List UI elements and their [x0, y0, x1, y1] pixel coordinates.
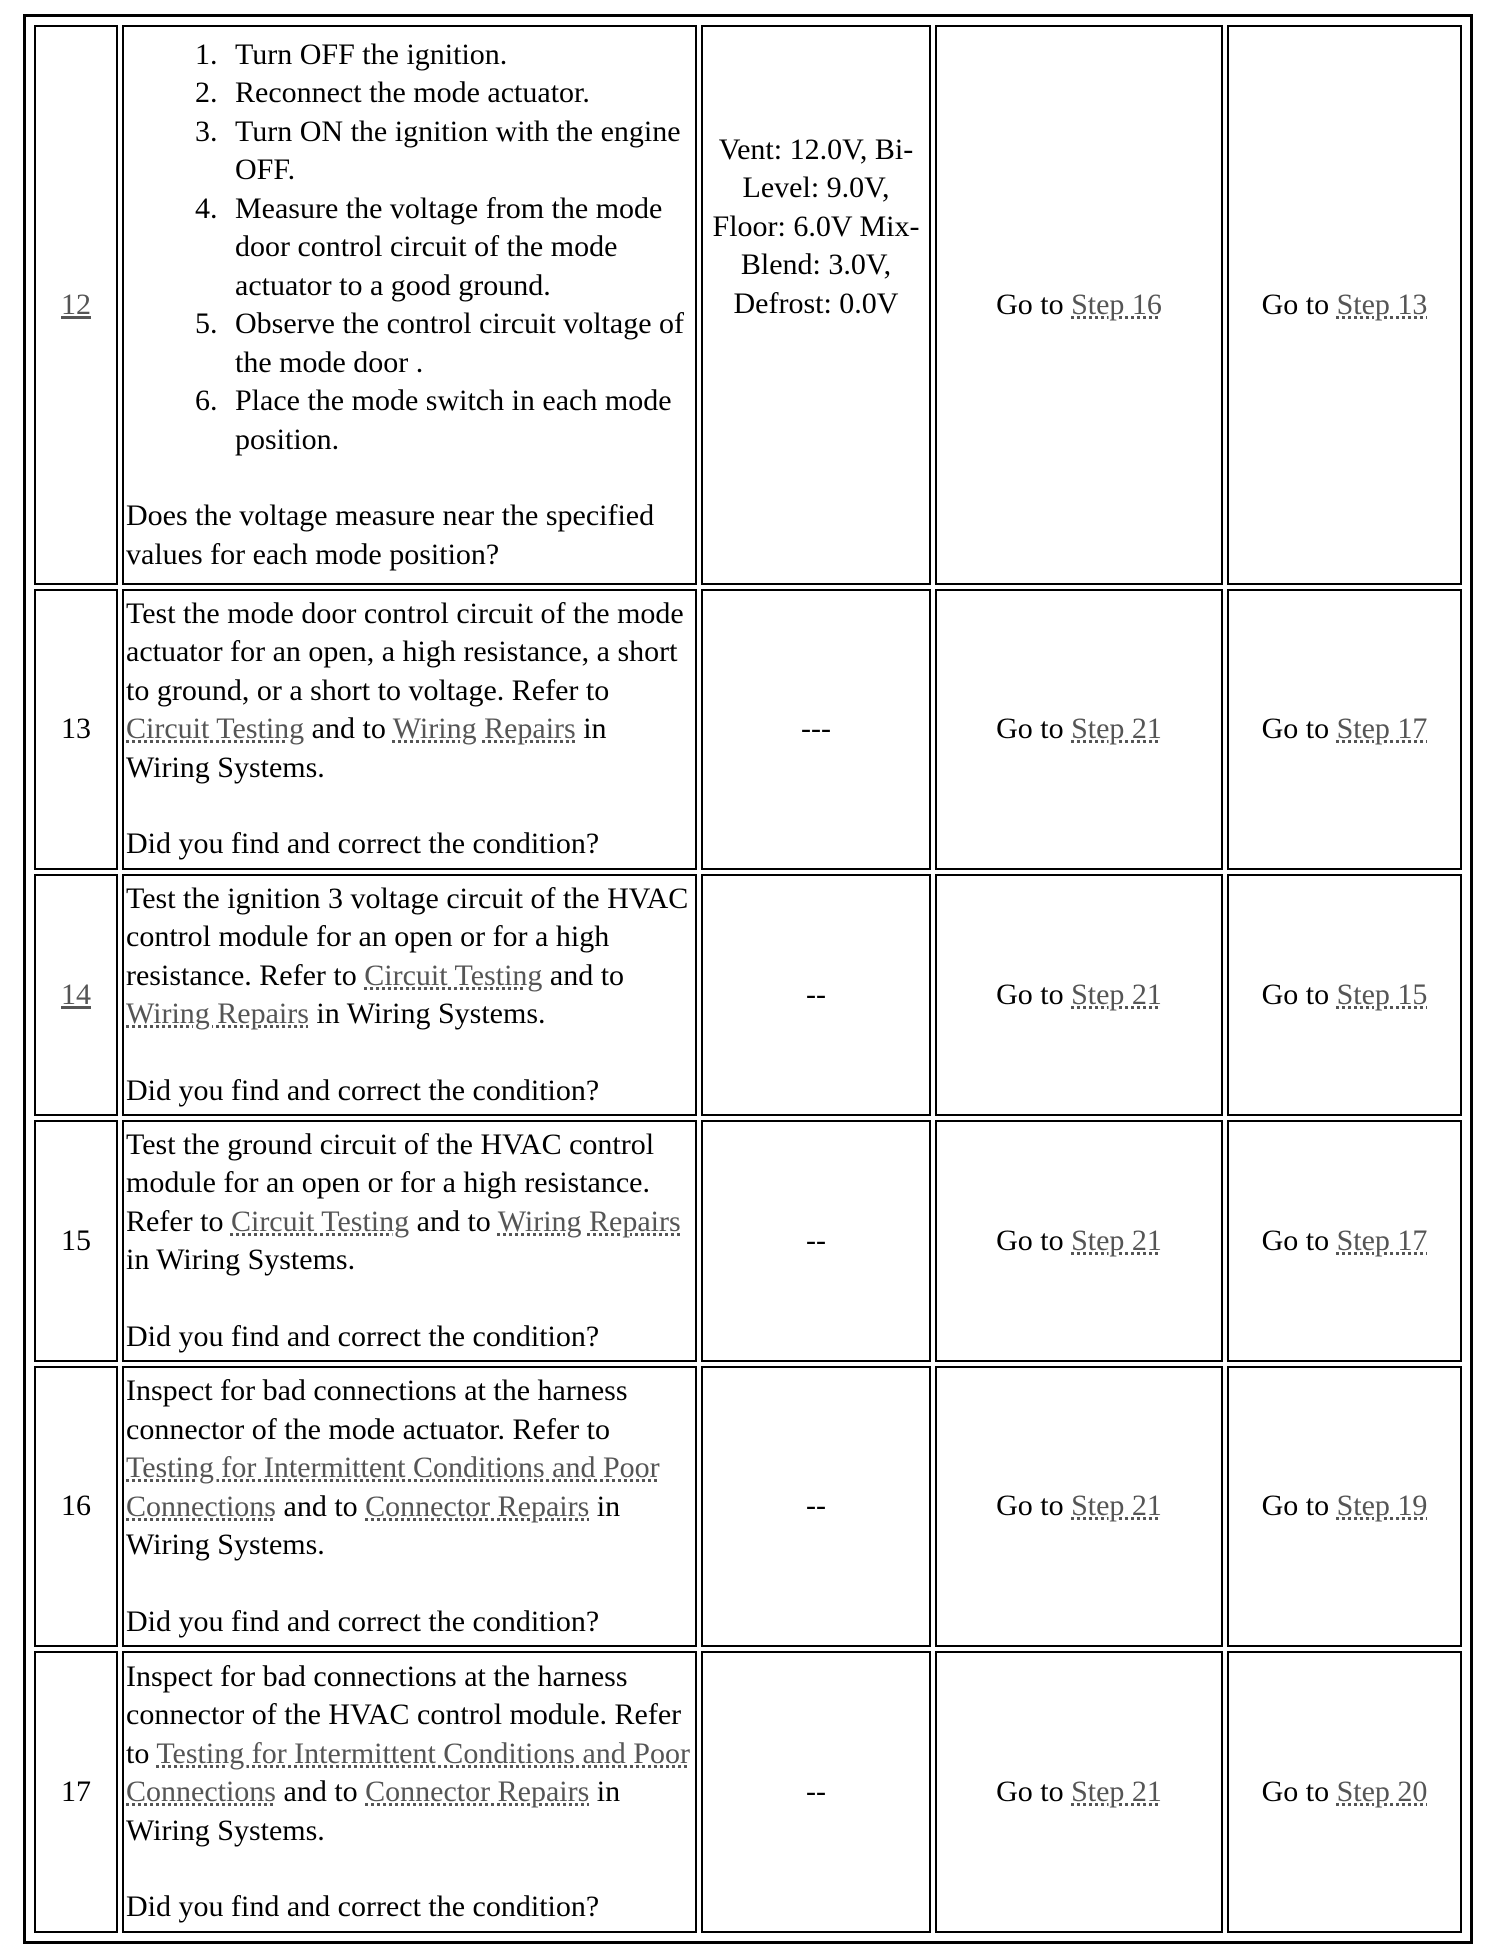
no-step-link[interactable]: Step 15	[1336, 977, 1428, 1011]
value-cell	[701, 589, 931, 871]
action-text-end: in Wiring Systems.	[126, 712, 607, 784]
specified-values: --	[806, 1489, 826, 1523]
yes-prefix: Go to	[996, 1489, 1064, 1523]
list-item: 4. Measure the voltage from the mode door control circuit of the mode actuator to a good ground.	[225, 190, 693, 306]
yes-prefix: Go to	[996, 1774, 1064, 1808]
question-text: Did you find and correct the condition?	[126, 827, 600, 861]
action-text-middle: and to	[416, 1204, 491, 1238]
no-cell	[1227, 1651, 1462, 1933]
spacer	[126, 787, 693, 825]
action-text-start: Inspect for bad connections at the harness connector of the mode actuator. Refer to	[126, 1374, 628, 1446]
action-text	[126, 1372, 693, 1565]
action-text-start: Test the ignition 3 voltage circuit of the HVAC control module for an open or for a high resistance. Refer to	[126, 881, 689, 992]
specified-values: --	[806, 1223, 826, 1257]
specified-values: --	[806, 1774, 826, 1808]
no-step-link[interactable]: Step 17	[1336, 1223, 1428, 1257]
question-text: Did you find and correct the condition?	[126, 1319, 600, 1353]
procedure-list	[126, 36, 693, 460]
list-item: 3. Turn ON the ignition with the engine OFF.	[225, 113, 693, 190]
question-text: Did you find and correct the condition?	[126, 1890, 600, 1924]
diagnostic-table-frame	[23, 14, 1473, 1944]
yes-prefix: Go to	[996, 977, 1064, 1011]
no-prefix: Go to	[1261, 287, 1330, 321]
action-cell	[122, 589, 697, 871]
action-cell	[122, 1651, 697, 1933]
connector-repairs-link[interactable]: Connector Repairs	[365, 1775, 590, 1809]
no-cell	[1227, 25, 1462, 585]
step-number-cell	[34, 1120, 118, 1362]
specified-values: Vent: 12.0V, Bi-Level: 9.0V, Floor: 6.0V Mix-Blend: 3.0V, Defrost: 0.0V	[712, 132, 920, 320]
spacer	[126, 1034, 693, 1072]
yes-cell	[935, 874, 1223, 1116]
yes-step-link[interactable]: Step 16	[1071, 287, 1162, 321]
value-cell	[701, 874, 931, 1116]
step-number: 13	[61, 712, 91, 746]
value-cell	[701, 1651, 931, 1933]
yes-cell	[935, 1120, 1223, 1362]
yes-prefix: Go to	[996, 712, 1064, 746]
action-text-middle: and to	[283, 1775, 358, 1809]
action-text-end: in Wiring Systems.	[126, 1775, 621, 1847]
yes-step-link[interactable]: Step 21	[1071, 1774, 1162, 1808]
yes-step-link[interactable]: Step 21	[1071, 1489, 1162, 1523]
no-prefix: Go to	[1261, 1489, 1330, 1523]
action-text-end: in Wiring Systems.	[126, 1489, 621, 1562]
yes-step-link[interactable]: Step 21	[1071, 1223, 1162, 1257]
action-cell	[122, 874, 697, 1116]
circuit-testing-link[interactable]: Circuit Testing	[126, 712, 305, 746]
spacer	[126, 1565, 693, 1603]
action-cell	[122, 1366, 697, 1648]
no-cell	[1227, 1366, 1462, 1648]
table-row	[34, 1120, 1462, 1362]
step-number-cell	[34, 25, 118, 585]
specified-values: ---	[801, 712, 831, 746]
value-cell	[701, 1120, 931, 1362]
list-item: 1. Turn OFF the ignition.	[225, 36, 693, 75]
action-text-start: Test the ground circuit of the HVAC control module for an open or for a high resistance. Refer to	[126, 1127, 655, 1238]
question-text: Did you find and correct the condition?	[126, 1073, 600, 1107]
table-row	[34, 1366, 1462, 1648]
step-number: 15	[61, 1223, 91, 1257]
action-text-start: Inspect for bad connections at the harness connector of the HVAC control module. Refer to	[126, 1659, 682, 1770]
circuit-testing-link[interactable]: Circuit Testing	[230, 1204, 410, 1238]
table-row	[34, 25, 1462, 585]
list-item: 6. Place the mode switch in each mode position.	[225, 382, 693, 459]
no-prefix: Go to	[1261, 1774, 1330, 1808]
no-step-link[interactable]: Step 19	[1336, 1489, 1428, 1523]
yes-cell	[935, 25, 1223, 585]
no-cell	[1227, 874, 1462, 1116]
no-step-link[interactable]: Step 20	[1336, 1774, 1428, 1808]
action-text-middle: and to	[283, 1489, 358, 1523]
action-text-start: Test the mode door control circuit of the mode actuator for an open, a high resistance, a short to ground, or a short to voltage. Refer to	[126, 596, 684, 707]
yes-cell	[935, 589, 1223, 871]
yes-step-link[interactable]: Step 21	[1071, 977, 1162, 1011]
no-cell	[1227, 1120, 1462, 1362]
action-cell	[122, 1120, 697, 1362]
action-text	[126, 1126, 693, 1280]
step-number-cell	[34, 1366, 118, 1648]
action-text-middle: and to	[311, 712, 386, 746]
table-row	[34, 1651, 1462, 1933]
question-text: Did you find and correct the condition?	[126, 1604, 600, 1638]
no-prefix: Go to	[1261, 1223, 1330, 1257]
no-step-link[interactable]: Step 17	[1336, 712, 1428, 746]
action-text-end: in Wiring Systems.	[126, 1243, 356, 1277]
spacer	[126, 459, 693, 497]
step-number-cell	[34, 1651, 118, 1933]
wiring-repairs-link[interactable]: Wiring Repairs	[392, 712, 576, 746]
specified-values: --	[806, 977, 826, 1011]
step-number-cell	[34, 874, 118, 1116]
step-number: 17	[61, 1774, 91, 1808]
connector-repairs-link[interactable]: Connector Repairs	[365, 1489, 590, 1523]
action-text	[126, 595, 693, 788]
table-row	[34, 874, 1462, 1116]
spacer	[126, 1850, 693, 1888]
yes-prefix: Go to	[996, 1223, 1064, 1257]
no-prefix: Go to	[1261, 712, 1330, 746]
action-cell	[122, 25, 697, 585]
action-text-middle: and to	[549, 958, 625, 992]
action-text	[126, 880, 693, 1034]
intermittent-conditions-link[interactable]: Testing for Intermittent Conditions and Poor Connections	[126, 1736, 690, 1809]
circuit-testing-link[interactable]: Circuit Testing	[364, 958, 543, 992]
no-step-link[interactable]: Step 13	[1336, 287, 1428, 321]
wiring-repairs-link[interactable]: Wiring Repairs	[497, 1204, 681, 1238]
no-cell	[1227, 589, 1462, 871]
intermittent-conditions-link[interactable]: Testing for Intermittent Conditions and Poor Connections	[126, 1451, 660, 1523]
question-text: Does the voltage measure near the specified values for each mode position?	[126, 499, 655, 571]
table-row	[34, 589, 1462, 871]
wiring-repairs-link[interactable]: Wiring Repairs	[126, 997, 309, 1031]
yes-prefix: Go to	[996, 287, 1064, 321]
yes-cell	[935, 1651, 1223, 1933]
action-text-end: in Wiring Systems.	[316, 997, 546, 1031]
action-text	[126, 1658, 693, 1851]
diagnostic-table	[30, 21, 1466, 1937]
no-prefix: Go to	[1261, 977, 1330, 1011]
yes-cell	[935, 1366, 1223, 1648]
list-item: 2. Reconnect the mode actuator.	[225, 74, 693, 113]
step-number-cell	[34, 589, 118, 871]
list-item: 5. Observe the control circuit voltage of the mode door .	[225, 305, 693, 382]
value-cell	[701, 25, 931, 585]
step-number-link[interactable]: 14	[61, 977, 91, 1011]
value-cell	[701, 1366, 931, 1648]
step-number: 16	[61, 1489, 91, 1523]
spacer	[126, 1280, 693, 1318]
step-number-link[interactable]: 12	[61, 287, 91, 321]
yes-step-link[interactable]: Step 21	[1071, 712, 1162, 746]
